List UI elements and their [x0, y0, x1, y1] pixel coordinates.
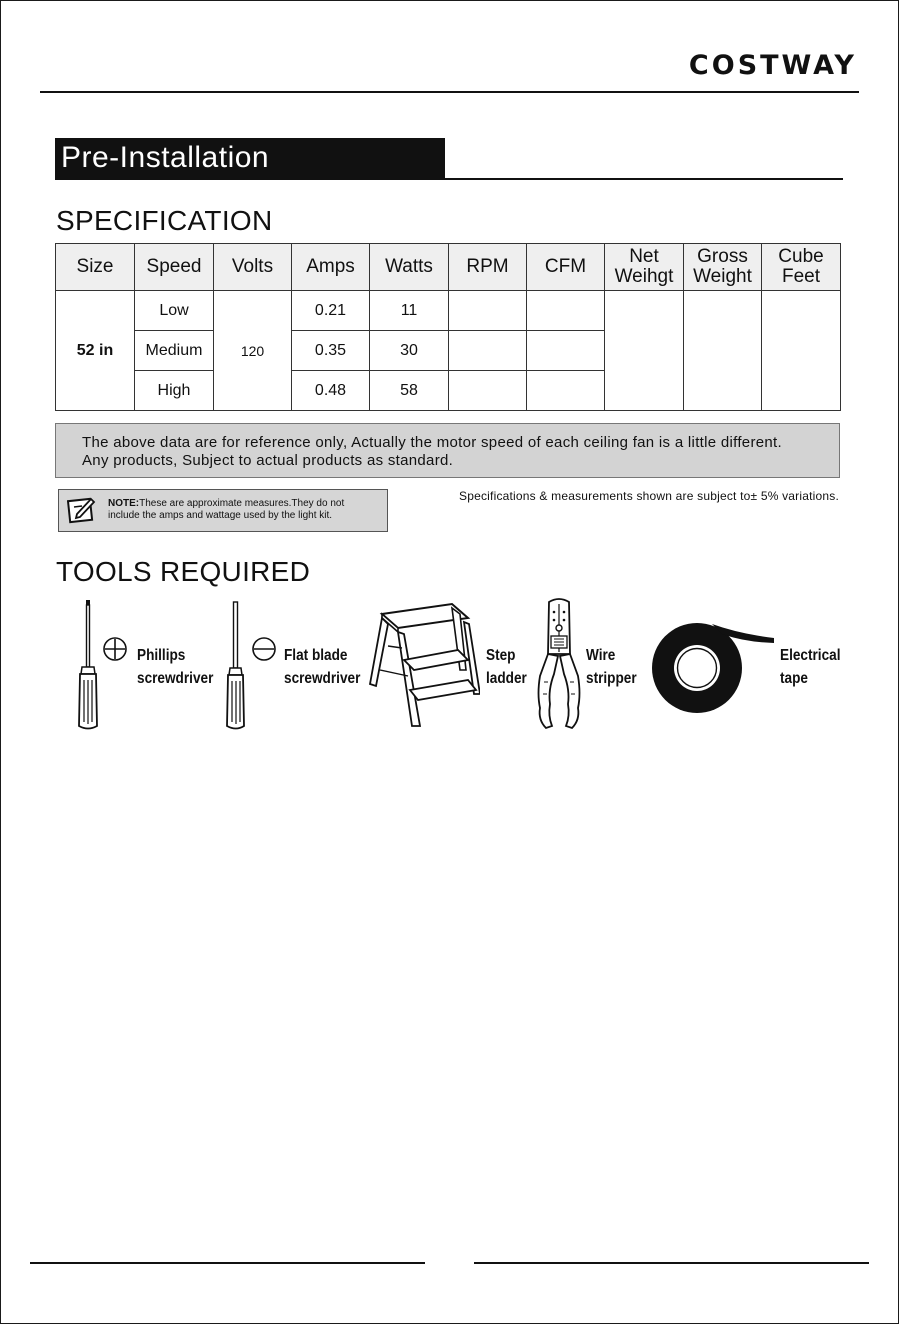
electrical-tape-label: [780, 644, 840, 690]
section-title-bar: [55, 138, 445, 180]
net-weight-cell: [605, 291, 684, 411]
wire-stripper-label: [586, 644, 637, 690]
rpm-cell: [449, 371, 527, 411]
note-pencil-icon: [67, 496, 97, 524]
phillips-screwdriver-icon: [72, 600, 132, 732]
cfm-cell: [527, 331, 605, 371]
footer-divider-right: [474, 1262, 869, 1264]
gross-weight-cell: [684, 291, 762, 411]
reference-notice-line-1: The above data are for reference only, Actually the motor speed of each ceiling fan is a little different.: [82, 434, 782, 451]
reference-notice-line-2: Any products, Subject to actual products as standard.: [82, 452, 454, 469]
table-header-row: [56, 244, 841, 291]
speed-cell: Low: [135, 291, 214, 331]
column-header-volts: Volts: [214, 244, 292, 291]
note-text: [108, 498, 344, 522]
column-header-size: Size: [56, 244, 135, 291]
watts-cell: 30: [370, 331, 449, 371]
phillips-screwdriver-label: [137, 644, 213, 690]
wire-stripper-icon: [536, 598, 582, 734]
reference-notice: [55, 423, 840, 478]
note-line-2: include the amps and wattage used by the light kit.: [108, 510, 333, 521]
specification-heading: SPECIFICATION: [56, 205, 273, 236]
column-header-watts: Watts: [370, 244, 449, 291]
column-header-cfm: CFM: [527, 244, 605, 291]
rpm-cell: [449, 331, 527, 371]
speed-cell: High: [135, 371, 214, 411]
amps-cell: 0.21: [292, 291, 370, 331]
tool-label-line: Flat blade: [284, 647, 348, 664]
tools-heading: TOOLS REQUIRED: [56, 556, 311, 587]
cube-feet-cell: [762, 291, 841, 411]
column-header-net-weight: Net Weihgt: [605, 244, 684, 291]
column-header-speed: Speed: [135, 244, 214, 291]
brand-logo: COSTWAY: [688, 50, 857, 81]
speed-cell: Medium: [135, 331, 214, 371]
cfm-cell: [527, 371, 605, 411]
watts-cell: 11: [370, 291, 449, 331]
column-header-cube-feet: Cube Feet: [762, 244, 841, 291]
volts-cell: 120: [214, 291, 292, 411]
amps-cell: 0.35: [292, 331, 370, 371]
header-divider: [40, 91, 859, 93]
note-label: NOTE:: [108, 498, 140, 509]
tool-label-line: Phillips: [137, 647, 186, 664]
column-header-amps: Amps: [292, 244, 370, 291]
specification-table: [55, 243, 841, 411]
cfm-cell: [527, 291, 605, 331]
note-line-1: These are approximate measures.They do not: [139, 498, 345, 509]
tool-label-line: Wire: [586, 647, 616, 664]
tool-label-line: screwdriver: [284, 670, 361, 687]
section-title: Pre-Installation: [61, 141, 270, 174]
table-row: [56, 291, 841, 331]
rpm-cell: [449, 291, 527, 331]
column-header-gross-weight: Gross Weight: [684, 244, 762, 291]
tool-label-line: Step: [486, 647, 516, 664]
size-cell: 52 in: [56, 291, 135, 411]
tool-label-line: Electrical: [780, 647, 841, 664]
amps-cell: 0.48: [292, 371, 370, 411]
section-divider: [445, 178, 843, 180]
tool-label-line: tape: [780, 670, 808, 687]
footer-divider-left: [30, 1262, 425, 1264]
flat-blade-screwdriver-label: [284, 644, 360, 690]
column-header-rpm: RPM: [449, 244, 527, 291]
tool-label-line: ladder: [486, 670, 527, 687]
flat-blade-screwdriver-icon: [226, 600, 282, 732]
electrical-tape-icon: [650, 608, 780, 720]
step-ladder-icon: [368, 600, 480, 732]
tool-label-line: stripper: [586, 670, 637, 687]
tool-label-line: screwdriver: [137, 670, 214, 687]
step-ladder-label: [486, 644, 527, 690]
watts-cell: 58: [370, 371, 449, 411]
note-box: [58, 489, 388, 532]
variations-note: Specifications & measurements shown are subject to± 5% variations.: [459, 489, 839, 503]
